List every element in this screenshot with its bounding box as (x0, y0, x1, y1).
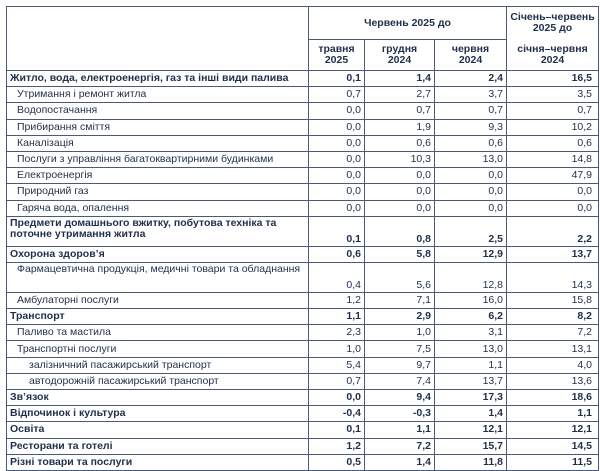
row-value: 0,6 (435, 135, 507, 151)
row-value: 0,4 (309, 262, 365, 292)
row-label: Освіта (7, 422, 309, 438)
row-label: Охорона здоров’я (7, 246, 309, 262)
row-value: 0,7 (365, 103, 435, 119)
row-value: 1,4 (365, 71, 435, 87)
row-label: Водопостачання (7, 103, 309, 119)
table-row (7, 325, 599, 341)
row-value: 3,1 (435, 325, 507, 341)
row-value: 5,8 (365, 246, 435, 262)
row-value: 0,1 (309, 71, 365, 87)
cpi-table-container (6, 6, 598, 471)
row-value: 8,2 (507, 309, 599, 325)
row-value: 0,0 (309, 184, 365, 200)
row-label: залізничний пасажирський транспорт (7, 357, 309, 373)
row-label: Електроенергія (7, 168, 309, 184)
row-value: 13,1 (507, 341, 599, 357)
row-value: 1,0 (365, 325, 435, 341)
price-index-table (6, 6, 599, 471)
row-value: 12,9 (435, 246, 507, 262)
header-col-jun: червня 2024 (435, 40, 507, 71)
row-label: Різні товари та послуги (7, 454, 309, 470)
row-value: 2,9 (365, 309, 435, 325)
row-value: 1,0 (309, 341, 365, 357)
row-label: Амбулаторні послуги (7, 292, 309, 308)
row-value: -0,4 (309, 406, 365, 422)
row-value: 15,7 (435, 438, 507, 454)
header-row-2 (7, 40, 599, 71)
table-row (7, 168, 599, 184)
row-value: 1,1 (365, 422, 435, 438)
row-label: Природний газ (7, 184, 309, 200)
row-value: 13,7 (507, 246, 599, 262)
row-value: 13,0 (435, 341, 507, 357)
row-value: 7,5 (365, 341, 435, 357)
row-value: 0,1 (309, 422, 365, 438)
row-value: 9,4 (365, 390, 435, 406)
row-value: 13,7 (435, 373, 507, 389)
row-value: 2,2 (507, 216, 599, 246)
row-value: 0,0 (365, 200, 435, 216)
row-value: 2,3 (309, 325, 365, 341)
row-label: Каналізація (7, 135, 309, 151)
row-value: 10,2 (507, 119, 599, 135)
row-value: 1,4 (365, 454, 435, 470)
row-value: 7,2 (365, 438, 435, 454)
row-value: 17,3 (435, 390, 507, 406)
row-value: 10,3 (365, 151, 435, 167)
row-value: 0,6 (309, 246, 365, 262)
row-value: 0,6 (365, 135, 435, 151)
table-row (7, 422, 599, 438)
row-value: 6,2 (435, 309, 507, 325)
row-value: 9,7 (365, 357, 435, 373)
row-value: 9,3 (435, 119, 507, 135)
row-value: 7,4 (365, 373, 435, 389)
row-value: 0,0 (309, 103, 365, 119)
row-label: Житло, вода, електроенергія, газ та інші види палива (7, 71, 309, 87)
table-row (7, 438, 599, 454)
row-value: 0,7 (435, 103, 507, 119)
row-label: Відпочинок і культура (7, 406, 309, 422)
table-row (7, 119, 599, 135)
row-label: Паливо та мастила (7, 325, 309, 341)
row-value: 14,5 (507, 438, 599, 454)
row-value: 12,8 (435, 262, 507, 292)
header-col-dec: грудня 2024 (365, 40, 435, 71)
row-value: 0,5 (309, 454, 365, 470)
row-label: Зв’язок (7, 390, 309, 406)
row-value: 0,0 (435, 200, 507, 216)
row-value: 0,8 (365, 216, 435, 246)
row-value: 0,6 (507, 135, 599, 151)
row-value: 12,1 (435, 422, 507, 438)
row-label: Фармацевтична продукція, медичні товари та обладнання (7, 262, 309, 292)
row-label: автодорожній пасажирський транспорт (7, 373, 309, 389)
row-label: Гаряча вода, опалення (7, 200, 309, 216)
table-row (7, 454, 599, 470)
row-value: 5,6 (365, 262, 435, 292)
header-cumulative-label: Січень–червень 2025 до (507, 7, 599, 40)
row-value: 11,8 (435, 454, 507, 470)
row-value: 0,0 (435, 168, 507, 184)
header-row-1 (7, 7, 599, 40)
row-value: 11,5 (507, 454, 599, 470)
table-body (7, 71, 599, 471)
table-row (7, 373, 599, 389)
row-value: 14,8 (507, 151, 599, 167)
row-value: 4,0 (507, 357, 599, 373)
row-value: 12,1 (507, 422, 599, 438)
table-row (7, 406, 599, 422)
table-row (7, 87, 599, 103)
row-value: 13,0 (435, 151, 507, 167)
table-row (7, 357, 599, 373)
row-label: Утримання і ремонт житла (7, 87, 309, 103)
header-blank (7, 7, 309, 40)
table-row (7, 390, 599, 406)
row-value: 16,5 (507, 71, 599, 87)
row-value: 3,5 (507, 87, 599, 103)
header-col-may: травня 2025 (309, 40, 365, 71)
row-value: 0,0 (507, 184, 599, 200)
row-value: 2,7 (365, 87, 435, 103)
table-row (7, 71, 599, 87)
table-row (7, 184, 599, 200)
table-row (7, 262, 599, 292)
header-blank-2 (7, 40, 309, 71)
row-label: Послуги з управління багатоквартирними будинками (7, 151, 309, 167)
row-value: 0,7 (309, 373, 365, 389)
row-value: 2,5 (435, 216, 507, 246)
row-value: 0,7 (309, 87, 365, 103)
header-group-label: Червень 2025 до (309, 7, 507, 40)
row-value: 2,4 (435, 71, 507, 87)
row-value: 1,9 (365, 119, 435, 135)
row-value: 0,0 (365, 184, 435, 200)
row-value: 18,6 (507, 390, 599, 406)
table-row (7, 216, 599, 246)
row-value: -0,3 (365, 406, 435, 422)
row-value: 0,0 (435, 184, 507, 200)
row-value: 1,1 (435, 357, 507, 373)
row-value: 1,1 (507, 406, 599, 422)
row-label: Прибирання сміття (7, 119, 309, 135)
row-value: 1,2 (309, 438, 365, 454)
table-row (7, 341, 599, 357)
row-value: 7,2 (507, 325, 599, 341)
row-value: 0,0 (507, 200, 599, 216)
row-value: 1,1 (309, 309, 365, 325)
row-value: 0,0 (309, 390, 365, 406)
row-value: 0,0 (309, 151, 365, 167)
row-label: Ресторани та готелі (7, 438, 309, 454)
row-value: 13,6 (507, 373, 599, 389)
table-row (7, 135, 599, 151)
table-row (7, 292, 599, 308)
row-label: Транспорт (7, 309, 309, 325)
row-label: Транспортні послуги (7, 341, 309, 357)
row-value: 5,4 (309, 357, 365, 373)
row-value: 1,2 (309, 292, 365, 308)
table-row (7, 200, 599, 216)
table-row (7, 103, 599, 119)
row-value: 47,9 (507, 168, 599, 184)
row-value: 0,1 (309, 216, 365, 246)
row-value: 1,4 (435, 406, 507, 422)
row-value: 15,8 (507, 292, 599, 308)
row-label: Предмети домашнього вжитку, побутова техніка та поточне утримання житла (7, 216, 309, 246)
row-value: 0,7 (507, 103, 599, 119)
row-value: 14,3 (507, 262, 599, 292)
row-value: 0,0 (309, 135, 365, 151)
row-value: 0,0 (309, 119, 365, 135)
row-value: 7,1 (365, 292, 435, 308)
table-row (7, 246, 599, 262)
table-row (7, 309, 599, 325)
row-value: 3,7 (435, 87, 507, 103)
table-row (7, 151, 599, 167)
row-value: 0,0 (309, 168, 365, 184)
row-value: 0,0 (365, 168, 435, 184)
row-value: 0,0 (309, 200, 365, 216)
header-col-jan-jun: січня–червня 2024 (507, 40, 599, 71)
row-value: 16,0 (435, 292, 507, 308)
